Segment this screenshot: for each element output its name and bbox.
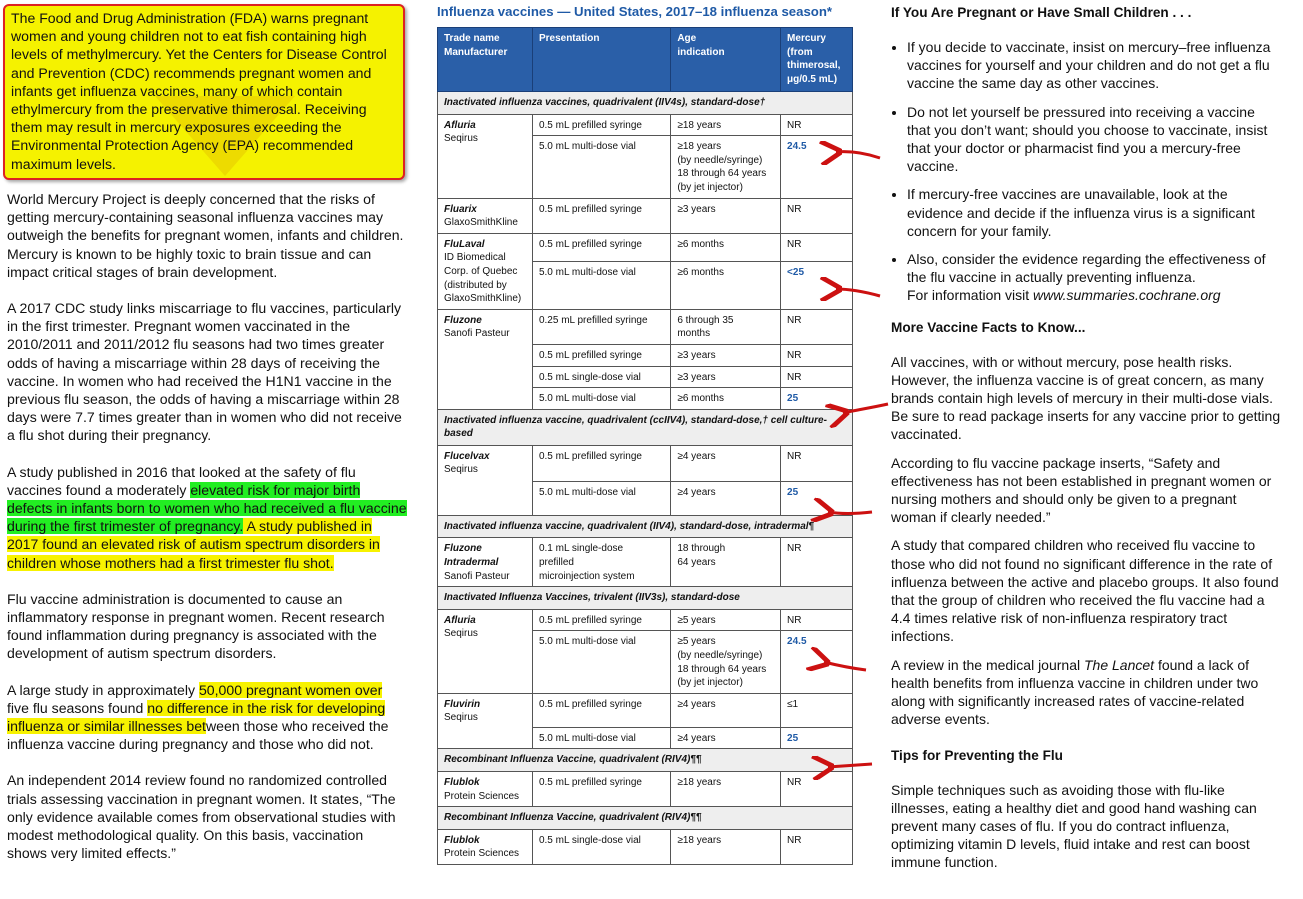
age-line: 6 through 35 [677, 314, 734, 326]
mercury-cell: 24.5 [781, 631, 853, 693]
presentation-cell: 0.25 mL prefilled syringe [532, 309, 670, 344]
presentation-cell: 0.5 mL single-dose vial [532, 366, 670, 388]
table-row [438, 538, 853, 587]
highlight-yellow: A study published in 2017 found an elevated risk of autism spectrum disorders in children whose mothers had a first trimester flu shot. [7, 518, 380, 571]
header-text: Manufacturer [444, 46, 508, 58]
manufacturer: GlaxoSmithKline) [444, 293, 522, 305]
header-text: (from [787, 46, 813, 58]
presentation-cell: 5.0 mL multi-dose vial [532, 727, 670, 749]
table-row [438, 829, 853, 864]
presentation-cell: 0.5 mL prefilled syringe [532, 693, 670, 727]
list-item: • If you decide to vaccinate, insist on mercury–free influenza vaccines for yourself and your children and do not get a flu vaccine the same day as other vaccines. [907, 38, 1281, 93]
presentation-cell: 5.0 mL multi-dose vial [532, 136, 670, 198]
vaccine-name: Fluzone [444, 314, 482, 326]
age-line: ≥5 years [677, 636, 716, 648]
table-section-row [438, 587, 853, 610]
trade-name-cell [438, 445, 533, 515]
vaccine-name: FluLaval [444, 238, 485, 250]
presentation-cell: 5.0 mL multi-dose vial [532, 262, 670, 309]
manufacturer: Protein Sciences [444, 848, 520, 860]
highlight-yellow: 50,000 pregnant women over [198, 681, 383, 698]
paragraph-miscarriage: A 2017 CDC study links miscarriage to flu vaccines, particularly in the first trimester. Pregnant women vaccinated in the 2010/2011 and 2011/2012 flu seasons had two times greater odds of having a miscarriage within 28 days of receiving the vaccine. In women who had received the H1N1 vaccine in the previous flu season, the odds of having a miscarriage within 28 days were 7.7 times greater than in women who did not receive a flu shot during their pregnancy. [7, 300, 402, 444]
header-text: Mercury [787, 33, 826, 44]
presentation-cell: 0.5 mL prefilled syringe [532, 233, 670, 262]
age-cell: ≥3 years [671, 198, 781, 233]
vaccine-name: Fluarix [444, 203, 477, 215]
mercury-cell: NR [781, 344, 853, 366]
table-row [438, 609, 853, 631]
mercury-cell: NR [781, 198, 853, 233]
vaccine-name: Afluria [444, 614, 476, 626]
presentation-cell: 0.5 mL prefilled syringe [532, 114, 670, 136]
presentation-cell: 0.5 mL prefilled syringe [532, 445, 670, 481]
header-text: indication [677, 46, 725, 58]
paragraph-review-2014: An independent 2014 review found no randomized controlled trials assessing vaccination in pregnant women. It states, “The only evidence available comes from observational studies with modest methodological quality. On this basis, vaccination shows very limited effects.” [7, 772, 396, 862]
table-row [438, 198, 853, 233]
presentation-cell: 0.5 mL prefilled syringe [532, 772, 670, 807]
table-section-row [438, 515, 853, 538]
age-line: 64 years [677, 557, 716, 569]
table-header-row [438, 28, 853, 92]
heading-tips: Tips for Preventing the Flu [891, 747, 1063, 763]
presentation-cell [532, 538, 670, 587]
table-title: Influenza vaccines — United States, 2017–18 influenza season* [437, 4, 833, 19]
mercury-cell: <25 [781, 262, 853, 309]
journal-name: The Lancet [1084, 656, 1155, 673]
table-section-row [438, 92, 853, 115]
presentation-cell: 0.5 mL prefilled syringe [532, 609, 670, 631]
table-row [438, 233, 853, 262]
presentation-cell: 0.5 mL prefilled syringe [532, 344, 670, 366]
vaccine-name: Flublok [444, 777, 480, 788]
age-cell: ≥6 months [671, 388, 781, 410]
paragraph-inflammation: Flu vaccine administration is documented to cause an inflammatory response in pregnant women. Recent research found inflammation during pregnancy is associated with the development of autism spectrum disorders. [7, 590, 385, 662]
age-cell: ≥5 years [671, 609, 781, 631]
vaccine-table [437, 27, 853, 865]
vaccine-table-column [437, 4, 855, 865]
presentation-cell: 0.5 mL single-dose vial [532, 829, 670, 864]
age-cell: ≥4 years [671, 693, 781, 727]
presentation-line: 0.1 mL single-dose [538, 543, 624, 555]
trade-name-cell [438, 198, 533, 233]
cochrane-link[interactable]: www.summaries.cochrane.org [1033, 287, 1221, 304]
mercury-cell: NR [781, 366, 853, 388]
age-cell: ≥6 months [671, 262, 781, 309]
mercury-cell: NR [781, 609, 853, 631]
vaccine-name: Afluria [444, 119, 476, 131]
age-line: 18 through [677, 543, 726, 555]
right-column [891, 4, 1281, 872]
trade-name-cell [438, 829, 533, 864]
paragraph-birth-defects [7, 463, 407, 572]
list-item [907, 250, 1281, 305]
list-item: • If mercury-free vaccines are unavailable, look at the evidence and decide if the influenza virus is a significant concern for your family. [907, 185, 1281, 240]
text-segment: ween those who received the influenza vaccine during pregnancy and those who did not. [7, 718, 389, 753]
mercury-cell: NR [781, 445, 853, 481]
age-cell [671, 538, 781, 587]
trade-name-cell [438, 114, 533, 198]
manufacturer: Corp. of Quebec [444, 265, 518, 277]
trade-name-cell [438, 772, 533, 807]
text-segment: A review in the medical journal [891, 656, 1084, 673]
mercury-cell: NR [781, 772, 853, 807]
text-segment: found a lack of health benefits from influenza vaccine in children under two along with significantly increased rates of vaccine-related adverse events. [891, 656, 1259, 728]
heading-more-facts: More Vaccine Facts to Know... [891, 319, 1086, 335]
table-section-row [438, 409, 853, 445]
section-label: Recombinant Influenza Vaccine, quadrivalent (RIV4)¶¶ [438, 749, 853, 772]
mercury-cell: NR [781, 538, 853, 587]
section-label: Inactivated Influenza Vaccines, trivalent (IIV3s), standard-dose [438, 587, 853, 610]
trade-name-cell [438, 233, 533, 309]
table-row [438, 309, 853, 344]
table-row [438, 693, 853, 727]
mercury-cell: NR [781, 233, 853, 262]
age-cell: ≥18 years [671, 772, 781, 807]
manufacturer: ID Biomedical [444, 252, 506, 264]
trade-name-cell [438, 538, 533, 587]
callout-text: The Food and Drug Administration (FDA) warns pregnant women and young children not to eat fish containing high levels of methylmercury. Yet the Centers for Disease Control and Prevention (CDC) recommends pregnant women and infants get influenza vaccines, many of which contain ethylmercury from the preservative thimerosal. Receiving them may result in mercury exposures exceeding the Environmental Protection Agency (EPA) recommended maximum levels. [11, 10, 387, 172]
age-cell: ≥4 years [671, 481, 781, 515]
fda-callout-box [3, 4, 405, 180]
age-cell: ≥4 years [671, 445, 781, 481]
vaccine-name: Flublok [444, 834, 480, 846]
highlight-green: elevated risk for major birth defects in infants born to women who had received a flu vaccine during the first trimester of pregnancy. [7, 481, 407, 535]
vaccine-name: Fluvirin [444, 698, 481, 710]
text-segment: A study published in 2016 that looked at the safety of flu vaccines found a moderately [7, 463, 356, 498]
age-line: (by jet injector) [677, 677, 743, 689]
age-cell [671, 309, 781, 344]
age-cell: ≥6 months [671, 233, 781, 262]
section-label: Inactivated influenza vaccine, quadrivalent (ccIIV4), standard-dose,† cell culture-based [438, 409, 853, 445]
paragraph-children-study: A study that compared children who received flu vaccine to those who did not found no significant difference in the rate of influenza between the active and placebo groups. It also found that the group of children who received the flu vaccine had a 4.4 times relative risk of non-influenza respiratory tract infections. [891, 537, 1279, 645]
age-cell [671, 631, 781, 693]
paragraph-concern: World Mercury Project is deeply concerned that the risks of getting mercury-containing seasonal influenza vaccines may outweigh the benefits for pregnant women, infants and children. Mercury is known to be highly toxic to brain tissue and can impact critical stages of brain development. [7, 191, 404, 280]
trade-name-cell [438, 693, 533, 749]
header-text: thimerosal, [787, 60, 841, 72]
text-segment: A large study in approximately [7, 681, 199, 698]
mercury-cell: 24.5 [781, 136, 853, 198]
manufacturer: Sanofi Pasteur [444, 570, 510, 582]
left-column [7, 4, 407, 863]
list-item-text: For information visit [907, 287, 1034, 304]
highlight-yellow: no difference in the risk for developing influenza or similar illnesses bet [7, 699, 386, 735]
trade-name-cell [438, 609, 533, 693]
age-cell: ≥18 years [671, 114, 781, 136]
age-line: (by needle/syringe) [677, 650, 763, 662]
list-item: • Do not let yourself be pressured into receiving a vaccine that you don’t want; should you choose to vaccinate, insist that your doctor or pharmacist find you a mercury-free vaccine. [907, 103, 1281, 176]
advice-list [891, 38, 1281, 305]
age-line: 18 through 64 years [677, 663, 767, 675]
header-text: μg/0.5 mL) [787, 73, 838, 85]
manufacturer: (distributed by [444, 279, 507, 291]
presentation-cell: 0.5 mL prefilled syringe [532, 198, 670, 233]
age-line: ≥18 years [677, 141, 722, 153]
manufacturer: Seqirus [444, 628, 478, 640]
age-line: months [677, 328, 711, 340]
table-row [438, 772, 853, 807]
manufacturer: Seqirus [444, 712, 478, 724]
paragraph-package-inserts: According to flu vaccine package inserts, “Safety and effectiveness has not been established in pregnant women or nursing mothers and should only be given to a pregnant woman if clearly needed.” [891, 454, 1272, 526]
vaccine-name: Fluzone [444, 543, 482, 555]
mercury-cell: NR [781, 114, 853, 136]
age-cell: ≥18 years [671, 829, 781, 864]
paragraph-lancet [891, 656, 1281, 729]
age-cell: ≥4 years [671, 727, 781, 749]
paragraph-health-risks: All vaccines, with or without mercury, pose health risks. However, the influenza vaccine is of great concern, as many brands contain high levels of mercury in their multi-dose vials. Be sure to read package inserts for any vaccine prior to getting vaccinated. [891, 353, 1281, 443]
manufacturer: Protein Sciences [444, 790, 520, 802]
header-presentation: Presentation [532, 28, 670, 92]
manufacturer: Seqirus [444, 133, 478, 145]
age-line: (by jet injector) [677, 181, 743, 193]
age-cell: ≥3 years [671, 366, 781, 388]
manufacturer: Sanofi Pasteur [444, 328, 510, 340]
presentation-cell: 5.0 mL multi-dose vial [532, 388, 670, 410]
table-row [438, 114, 853, 136]
mercury-cell: NR [781, 309, 853, 344]
table-section-row [438, 749, 853, 772]
paragraph-tips: Simple techniques such as avoiding those with flu-like illnesses, eating a healthy diet and good hand washing can prevent many cases of flu. If you do contract influenza, optimizing vitamin D levels, fluid intake and rest can boost immune function. [891, 781, 1257, 871]
heading-pregnant: If You Are Pregnant or Have Small Children . . . [891, 5, 1192, 20]
text-segment: five flu seasons found [7, 699, 148, 716]
manufacturer: GlaxoSmithKline [444, 217, 518, 229]
age-line: (by needle/syringe) [677, 154, 763, 166]
mercury-cell: 25 [781, 481, 853, 515]
table-section-row [438, 807, 853, 830]
section-label: Inactivated influenza vaccine, quadrivalent (IIV4), standard-dose, intradermal¶ [438, 515, 853, 538]
presentation-cell: 5.0 mL multi-dose vial [532, 631, 670, 693]
paragraph-large-study [7, 681, 407, 754]
vaccine-name: Flucelvax [444, 450, 490, 462]
header-age [671, 28, 781, 92]
mercury-cell: 25 [781, 388, 853, 410]
table-row [438, 445, 853, 481]
age-line: 18 through 64 years [677, 168, 767, 180]
mercury-cell: ≤1 [781, 693, 853, 727]
age-cell: ≥3 years [671, 344, 781, 366]
presentation-line: prefilled [538, 557, 574, 569]
list-item-text: Also, consider the evidence regarding the effectiveness of the flu vaccine in actually preventing influenza. [907, 251, 1266, 286]
trade-name-cell [438, 309, 533, 409]
manufacturer: Seqirus [444, 464, 478, 476]
mercury-cell: 25 [781, 727, 853, 749]
header-text: Age [677, 33, 697, 44]
section-label: Recombinant Influenza Vaccine, quadrivalent (RIV4)¶¶ [438, 807, 853, 830]
presentation-line: microinjection system [538, 570, 635, 582]
header-text: Trade name [444, 33, 500, 44]
age-cell [671, 136, 781, 198]
header-trade-name [438, 28, 533, 92]
header-mercury [781, 28, 853, 92]
vaccine-name: Intradermal [444, 557, 499, 569]
presentation-cell: 5.0 mL multi-dose vial [532, 481, 670, 515]
section-label: Inactivated influenza vaccines, quadrivalent (IIV4s), standard-dose† [438, 92, 853, 115]
mercury-cell: NR [781, 829, 853, 864]
